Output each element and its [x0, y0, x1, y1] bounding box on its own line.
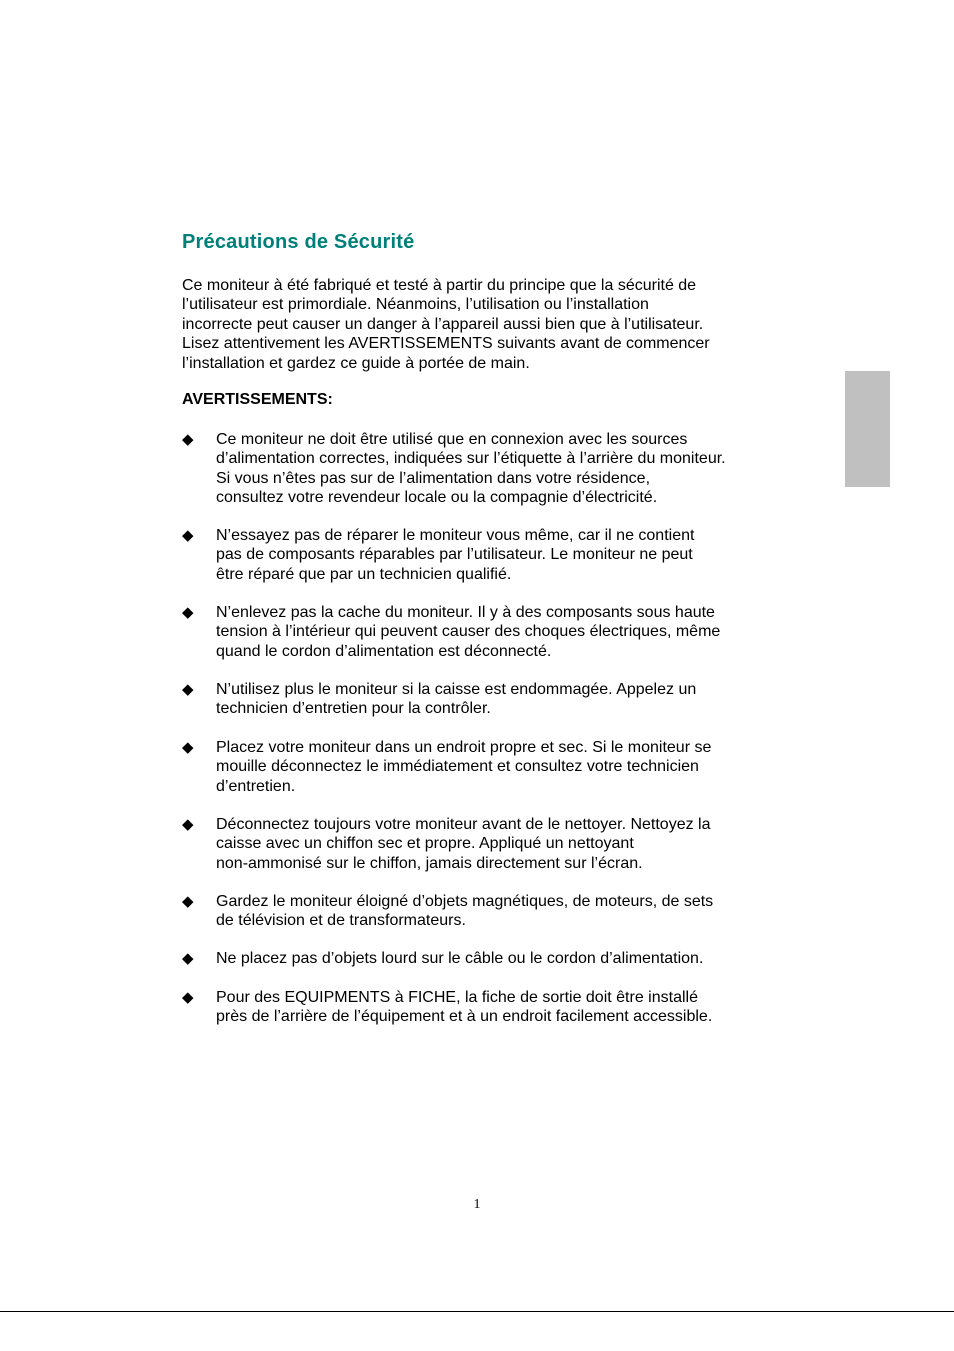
footer-divider	[0, 1311, 954, 1312]
warning-line: de télévision et de transformateurs.	[216, 912, 466, 930]
warning-line: d’alimentation correctes, indiquées sur l’étiquette à l’arrière du moniteur.	[216, 450, 726, 468]
warning-text	[216, 988, 712, 1027]
warning-line: Placez votre moniteur dans un endroit propre et sec. Si le moniteur se	[216, 739, 712, 756]
diamond-bullet-icon: ◆	[182, 893, 194, 910]
warning-line: Ce moniteur ne doit être utilisé que en connexion avec les sources	[216, 431, 688, 448]
page-title: Précautions de Sécurité	[182, 231, 415, 253]
diamond-bullet-icon: ◆	[182, 989, 194, 1006]
diamond-bullet-icon: ◆	[182, 950, 194, 967]
warning-line: technicien d’entretien pour la contrôler.	[216, 700, 491, 718]
warning-line: non-ammonisé sur le chiffon, jamais directement sur l’écran.	[216, 854, 643, 872]
language-side-tab	[845, 371, 890, 487]
warning-line: pas de composants réparables par l’utilisateur. Le moniteur ne peut	[216, 546, 693, 564]
diamond-bullet-icon: ◆	[182, 527, 194, 544]
intro-line: Ce moniteur à été fabriqué et testé à partir du principe que la sécurité de	[182, 277, 697, 294]
warning-text	[216, 949, 703, 968]
diamond-bullet-icon: ◆	[182, 431, 194, 448]
warnings-heading: AVERTISSEMENTS:	[182, 391, 333, 408]
warning-line: Déconnectez toujours votre moniteur avant de le nettoyer. Nettoyez la	[216, 816, 711, 833]
warning-text	[216, 892, 713, 931]
intro-paragraph	[182, 276, 782, 373]
warning-text	[216, 526, 694, 584]
warning-line: d’entretien.	[216, 777, 296, 795]
warning-text	[216, 430, 726, 508]
warning-line: Si vous n’êtes pas sur de l’alimentation dans votre résidence,	[216, 469, 651, 487]
warning-line: quand le cordon d’alimentation est déconnecté.	[216, 642, 552, 660]
warning-line: Gardez le moniteur éloigné d’objets magnétiques, de moteurs, de sets	[216, 893, 714, 910]
warning-line: tension à l’intérieur qui peuvent causer des choques électriques, même	[216, 623, 721, 641]
page-number: 1	[473, 1197, 481, 1212]
intro-line: incorrecte peut causer un danger à l’appareil aussi bien que à l’utilisateur.	[182, 315, 704, 333]
warning-line: mouille déconnectez le immédiatement et consultez votre technicien	[216, 758, 699, 776]
warning-line: N’utilisez plus le moniteur si la caisse est endommagée. Appelez un	[216, 681, 697, 698]
warning-line: caisse avec un chiffon sec et propre. Appliqué un nettoyant	[216, 835, 634, 853]
warning-text	[216, 738, 711, 796]
warning-text	[216, 680, 696, 719]
diamond-bullet-icon: ◆	[182, 816, 194, 833]
diamond-bullet-icon: ◆	[182, 681, 194, 698]
diamond-bullet-icon: ◆	[182, 739, 194, 756]
intro-line: Lisez attentivement les AVERTISSEMENTS suivants avant de commencer	[182, 335, 710, 353]
warning-text	[216, 815, 711, 873]
warning-line: Pour des EQUIPMENTS à FICHE, la fiche de sortie doit être installé	[216, 989, 698, 1006]
warning-line: être réparé que par un technicien qualifié.	[216, 565, 512, 583]
diamond-bullet-icon: ◆	[182, 604, 194, 621]
warning-line: consultez votre revendeur locale ou la compagnie d’électricité.	[216, 489, 658, 507]
warning-text	[216, 603, 720, 661]
intro-line: l’utilisateur est primordiale. Néanmoins, l’utilisation ou l’installation	[182, 296, 649, 314]
warning-line: N’enlevez pas la cache du moniteur. Il y à des composants sous haute	[216, 604, 715, 621]
warning-line: près de l’arrière de l’équipement et à un endroit facilement accessible.	[216, 1008, 713, 1026]
warning-line: Ne placez pas d’objets lourd sur le câble ou le cordon d’alimentation.	[216, 950, 704, 967]
warning-line: N’essayez pas de réparer le moniteur vous même, car il ne contient	[216, 527, 695, 544]
intro-line: l’installation et gardez ce guide à portée de main.	[182, 354, 530, 372]
